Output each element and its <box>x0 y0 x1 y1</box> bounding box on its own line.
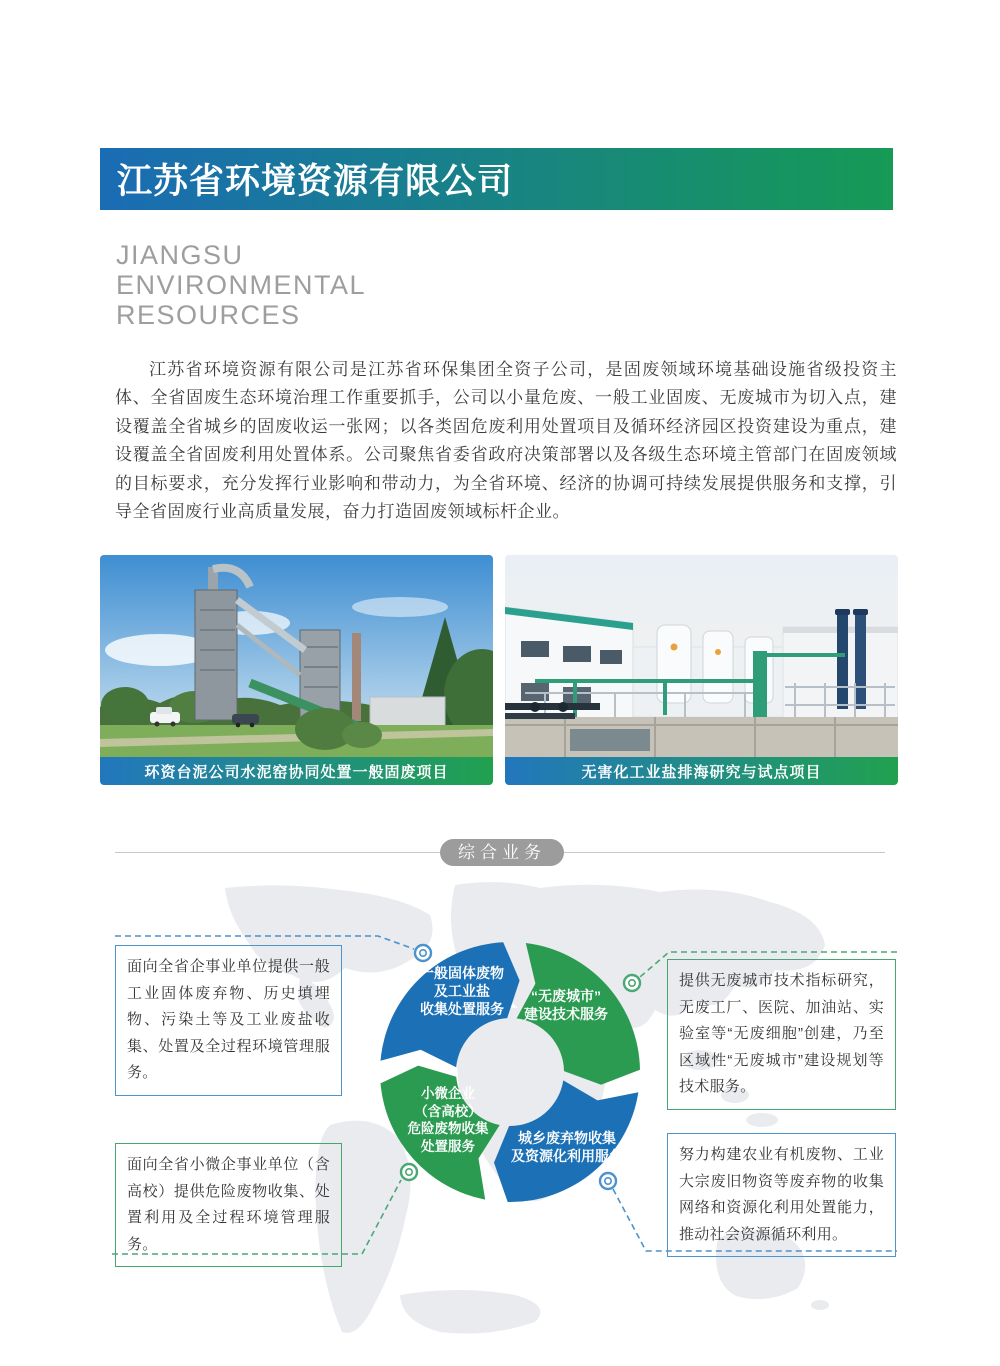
connector-dot-top-right <box>624 975 640 991</box>
ring-label-general-solid-waste: 一般固体废物 及工业盐 收集处置服务 <box>420 965 504 1017</box>
callout-small-enterprise-hazwaste: 面向全省小微企事业单位（含高校）提供危险废物收集、处置利用及全过程环境管理服务。 <box>115 1143 342 1267</box>
header-banner <box>100 148 893 210</box>
ring-label-zero-waste-city: “无废城市” 建设技术服务 <box>524 988 608 1022</box>
subtitle-line-1: JIANGSU <box>116 240 244 270</box>
company-intro-paragraph: 江苏省环境资源有限公司是江苏省环保集团全资子公司，是固废领域环境基础设施省级投资主体、全省固废生态环境治理工作重要抓手，公司以小量危废、一般工业固废、无废城市为切入点，建设覆盖全省城乡的固废收运一张网；以各类固危废利用处置项目及循环经济园区投资建设为重点，建设覆盖全省固废利用处置体系。公司聚焦省委省政府决策部署以及各级生态环境主管部门在固废领域的目标要求，充分发挥行业影响和带动力，为全省环境、经济的协调可持续发展提供服务和支撑，引导全省固废行业高质量发展，奋力打造固废领域标杆企业。 <box>115 360 897 522</box>
subtitle-line-3: RESOURCES <box>116 300 301 330</box>
connector-dot-bottom-left <box>401 1164 417 1180</box>
salt-facility-illustration <box>505 555 898 757</box>
cement-plant-illustration <box>100 555 493 757</box>
salt-facility-photo <box>505 555 898 785</box>
connector-dot-bottom-right <box>600 1173 616 1189</box>
ring-label-small-enterprise-hazwaste: 小微企业 （含高校） 危险废物收集 处置服务 <box>407 1086 489 1154</box>
company-subtitle-en <box>116 240 366 330</box>
callout-general-solid-waste: 面向全省企事业单位提供一般工业固体废弃物、历史填埋物、污染土等及工业废盐收集、处置及全过程环境管理服务。 <box>115 945 342 1096</box>
photo-caption: 无害化工业盐排海研究与试点项目 <box>505 757 898 785</box>
callout-zero-waste-city: 提供无废城市技术指标研究，无废工厂、医院、加油站、实验室等“无废细胞”创建，乃至区域性“无废城市”建设规划等技术服务。 <box>667 959 896 1110</box>
photo-caption: 环资台泥公司水泥窑协同处置一般固废项目 <box>100 757 493 785</box>
ring-label-urban-rural-waste: 城乡废弃物收集 及资源化利用服务 <box>511 1130 623 1164</box>
section-pill: 综合业务 <box>440 839 564 866</box>
callout-resource-recycling: 努力构建农业有机废物、工业大宗废旧物资等废弃物的收集网络和资源化利用处置能力，推动社会资源循环利用。 <box>667 1133 896 1257</box>
subtitle-line-2: ENVIRONMENTAL <box>116 270 367 300</box>
company-title: 江苏省环境资源有限公司 <box>117 162 514 201</box>
cement-plant-photo <box>100 555 493 785</box>
connector-dot-top-left <box>415 945 431 961</box>
